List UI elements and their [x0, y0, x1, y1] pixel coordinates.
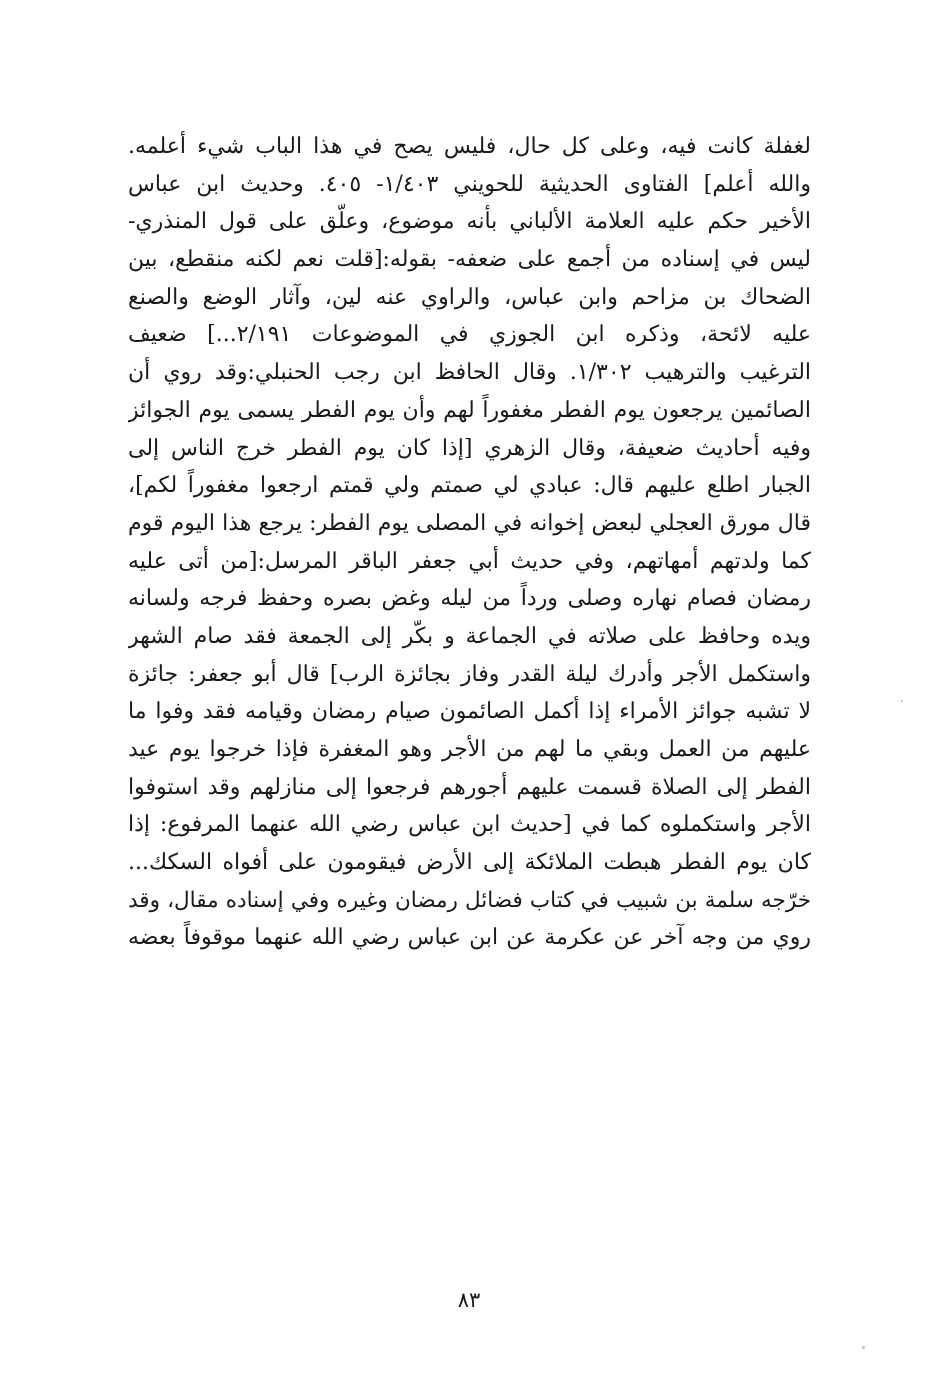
text-line: لغفلة كانت فيه، وعلى كل حال، فليس يصح في هذا الباب شيء أعلمه. [128, 134, 811, 159]
text-line: عليه لائحة، وذكره ابن الجوزي في الموضوعات ٢/١٩١...] ضعيف [128, 322, 811, 348]
scan-speck [901, 700, 903, 702]
text-line: ويده وحافظ على صلاته في الجماعة و بكّر إلى الجمعة فقد صام الشهر [128, 623, 811, 649]
text-line: رمضان فصام نهاره وصلى ورداً من ليله وغض بصره وحفظ فرجه ولسانه [128, 586, 811, 612]
text-line: كما ولدتهم أمهاتهم، وفي حديث أبي جعفر الباقر المرسل:[من أتى عليه [128, 548, 811, 574]
text-line: الصائمين يرجعون يوم الفطر مغفوراً لهم وأن يوم الفطر يسمى يوم الجوائز [128, 397, 811, 423]
text-line: الجبار اطلع عليهم قال: عبادي لي صمتم ولي قمتم ارجعوا مغفوراً لكم]، [128, 473, 811, 499]
body-text [128, 128, 811, 957]
text-line: الأجر واستكملوه كما في [حديث ابن عباس رضي الله عنهما المرفوع: إذا [128, 812, 811, 838]
text-line: روي من وجه آخر عن عكرمة عن ابن عباس رضي الله عنهما موقوفاً بعضه [128, 925, 811, 951]
text-line: ليس في إسناده من أجمع على ضعفه- بقوله:[قلت نعم لكنه منقطع، بين [128, 247, 811, 273]
text-line: الأخير حكم عليه العلامة الألباني بأنه موضوع، وعلّق على قول المنذري- [128, 209, 811, 235]
page-number: ٨٣ [457, 1288, 481, 1312]
scan-speck [862, 1346, 865, 1349]
text-line: والله أعلم] الفتاوى الحديثية للحويني ١/٤٠٣- ٤٠٥. وحديث ابن عباس [128, 171, 811, 197]
text-line: الضحاك بن مزاحم وابن عباس، والراوي عنه لين، وآثار الوضع والصنع [128, 284, 811, 310]
text-line: لا تشبه جوائز الأمراء إذا أكمل الصائمون صيام رمضان وقيامه فقد وفوا ما [128, 699, 811, 725]
text-line: الترغيب والترهيب ١/٣٠٢. وقال الحافظ ابن رجب الحنبلي:وقد روي أن [128, 360, 811, 386]
text-line: خرّجه سلمة بن شبيب في كتاب فضائل رمضان وغيره وفي إسناده مقال، وقد [128, 887, 811, 913]
text-line: وفيه أحاديث ضعيفة، وقال الزهري [إذا كان يوم الفطر خرج الناس إلى [128, 435, 811, 461]
text-line: عليهم من العمل وبقي ما لهم من الأجر وهو المغفرة فإذا خرجوا يوم عيد [128, 737, 811, 762]
text-line: واستكمل الأجر وأدرك ليلة القدر وفاز بجائزة الرب] قال أبو جعفر: جائزة [128, 661, 811, 687]
text-line: كان يوم الفطر هبطت الملائكة إلى الأرض فيقومون على أفواه السكك... [128, 850, 811, 876]
text-line: الفطر إلى الصلاة قسمت عليهم أجورهم فرجعوا إلى منازلهم وقد استوفوا [128, 774, 811, 800]
text-line: قال مورق العجلي لبعض إخوانه في المصلى يوم الفطر: يرجع هذا اليوم قوم [128, 510, 811, 536]
